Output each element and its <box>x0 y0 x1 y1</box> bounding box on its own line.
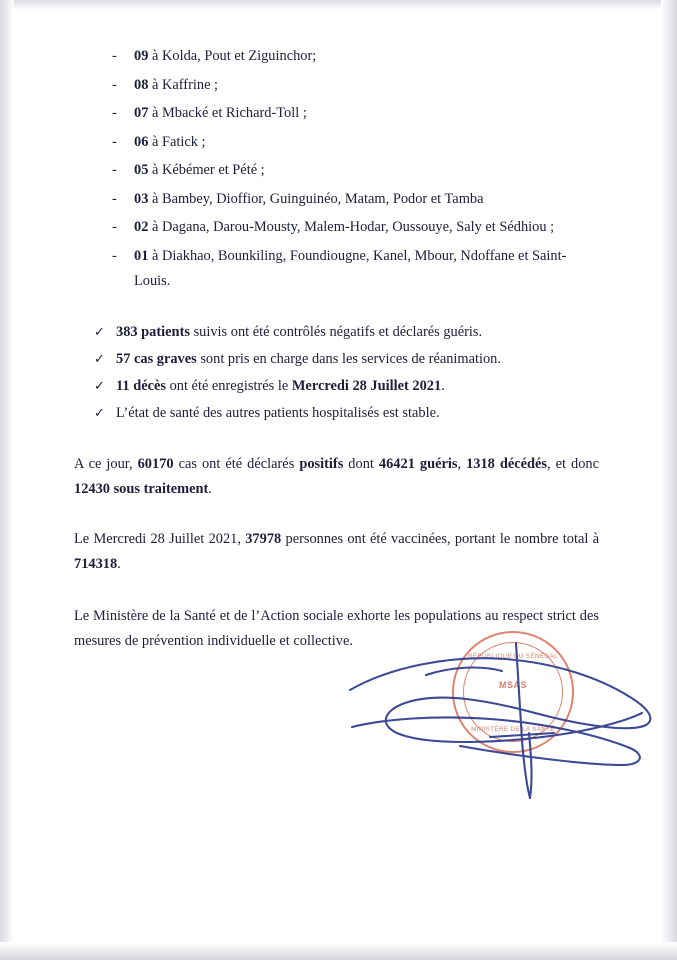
list-item <box>112 130 605 156</box>
cumulative-lead: A ce jour, <box>74 455 138 472</box>
list-item <box>112 44 605 70</box>
signature-area <box>330 615 670 825</box>
cumulative-end: . <box>208 481 212 497</box>
check-text: L’état de santé des autres patients hospitalisés est stable. <box>116 404 440 421</box>
region-text: à Fatick ; <box>152 133 206 150</box>
cumulative-traitement: 12430 sous traitement <box>74 481 209 497</box>
cumulative-mid4: , et donc <box>547 455 600 472</box>
region-text: à Diakhao, Bounkiling, Foundiougne, Kanel, Mbour, Ndoffane et Saint-Louis. <box>134 247 567 289</box>
region-text: à Dagana, Darou-Mousty, Malem-Hodar, Oussouye, Saly et Sédhiou ; <box>152 219 555 235</box>
check-highlight: 57 cas graves <box>116 350 197 367</box>
dash-icon: - <box>112 105 117 121</box>
cumulative-positifs: positifs <box>299 455 344 472</box>
region-count: 03 <box>134 190 149 207</box>
region-count: 02 <box>134 219 149 235</box>
region-count: 08 <box>134 76 149 93</box>
vaccination-lead: Le Mercredi 28 Juillet 2021, <box>74 530 246 547</box>
check-highlight: 383 patients <box>116 323 190 340</box>
cumulative-mid1: cas ont été déclarés <box>173 455 300 472</box>
check-icon: ✓ <box>94 350 105 366</box>
dash-icon: - <box>112 133 117 150</box>
list-item <box>92 320 605 345</box>
dash-icon: - <box>112 76 117 93</box>
dash-icon: - <box>112 48 117 64</box>
dash-icon: - <box>112 219 117 235</box>
list-item <box>92 401 605 426</box>
stamp-bottom-text: MINISTÈRE DE LA SANTÉ <box>471 726 555 733</box>
check-icon: ✓ <box>94 323 105 339</box>
paragraph-vaccination <box>0 503 677 578</box>
check-text-end: . <box>441 377 445 394</box>
region-text: à Kaffrine ; <box>152 76 219 93</box>
page-edge-bottom <box>0 942 677 960</box>
list-item <box>112 73 605 99</box>
vaccination-end: . <box>117 556 121 572</box>
cumulative-mid3: , <box>457 455 467 472</box>
list-item <box>112 215 605 241</box>
region-text: à Kébémer et Pété ; <box>152 162 265 178</box>
region-count: 07 <box>134 105 149 121</box>
dash-icon: - <box>112 190 117 207</box>
check-date: Mercredi 28 Juillet 2021 <box>291 377 442 394</box>
region-count: 06 <box>134 133 149 150</box>
dash-icon: - <box>112 247 117 264</box>
vaccination-mid: personnes ont été vaccinées, portant le nombre total à <box>281 530 599 547</box>
handwritten-signature <box>330 615 670 825</box>
cumulative-total-cases: 60170 <box>137 455 174 472</box>
list-item <box>112 101 605 127</box>
vaccinated-total-count: 714318 <box>74 556 118 572</box>
region-count: 05 <box>134 162 149 178</box>
list-item <box>92 374 605 399</box>
check-highlight: 11 décès <box>116 377 166 394</box>
status-check-list <box>0 298 677 426</box>
list-item <box>112 158 605 184</box>
check-text: ont été enregistrés le <box>165 377 292 394</box>
cumulative-decedes: 1318 décédés <box>466 455 548 472</box>
region-text: à Kolda, Pout et Ziguinchor; <box>152 48 317 64</box>
vaccinated-day-count: 37978 <box>245 530 282 547</box>
region-text: à Bambey, Dioffior, Guinguinéo, Matam, Podor et Tamba <box>152 190 484 207</box>
check-icon: ✓ <box>94 404 105 420</box>
region-case-list <box>0 0 677 295</box>
region-count: 09 <box>134 48 149 64</box>
region-count: 01 <box>134 247 149 264</box>
cumulative-guaris: 46421 guéris <box>378 455 458 472</box>
region-text: à Mbacké et Richard-Toll ; <box>152 105 307 121</box>
check-text: sont pris en charge dans les services de réanimation. <box>196 350 501 367</box>
list-item <box>112 244 605 295</box>
cumulative-mid2: dont <box>343 455 379 472</box>
list-item <box>112 187 605 213</box>
dash-icon: - <box>112 162 117 178</box>
check-icon: ✓ <box>94 377 105 393</box>
list-item <box>92 347 605 372</box>
paragraph-cumulative <box>0 428 677 503</box>
check-text: suivis ont été contrôlés négatifs et déclarés guéris. <box>189 323 483 340</box>
stamp-top-text: RÉPUBLIQUE DU SÉNÉGAL <box>468 653 558 660</box>
paragraph-ministry: Le Ministère de la Santé et de l’Action sociale exhorte les populations au respect strict des mesures de prévention individuelle et collective. <box>74 607 599 649</box>
stamp-center-text: MSAS <box>498 680 527 690</box>
